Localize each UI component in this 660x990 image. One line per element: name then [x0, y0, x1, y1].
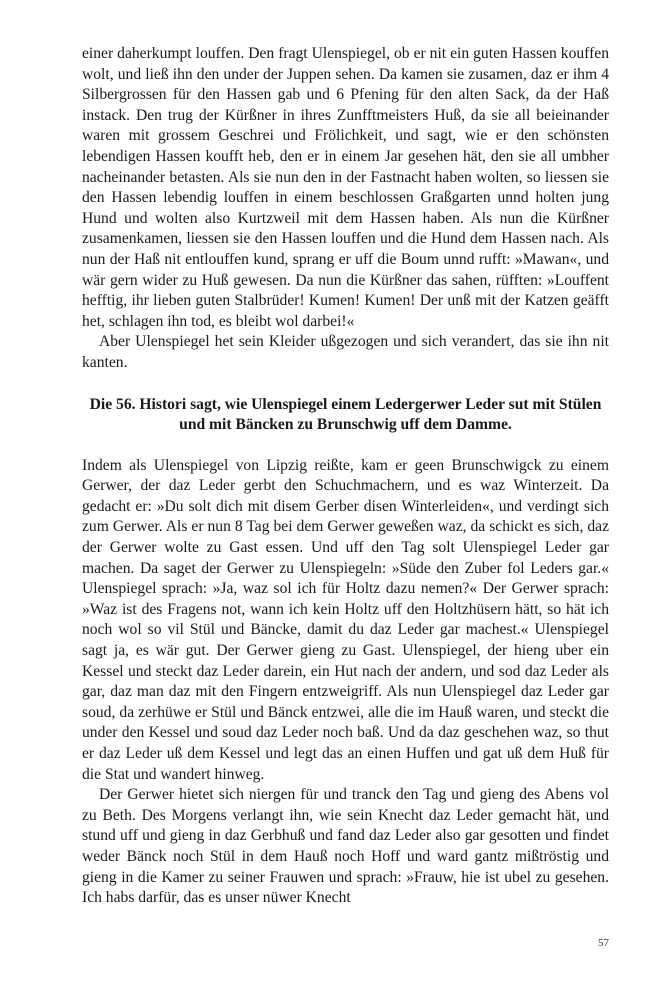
page-number: 57	[598, 937, 609, 949]
body-paragraph: einer daherkumpt louffen. Den fragt Ulenspiegel, ob er nit ein guten Hassen kouffen wolt, und ließ ihn den under der Juppen sehen. Da kamen sie zusamen, daz er ihm 4 Silbergrossen für den Hassen gab und 6 Pfening für den alten Sack, da der Haß instack. Den trug der Kürßner in ihres Zunfftmeisters Huß, da sie all beieinander waren mit grossem Geschrei und Frölichkeit, und sagt, wie er den schönsten lebendigen Hassen koufft heb, den er in einem Jar gesehen hät, den sie all umbher nacheinander betasten. Als sie nun den in der Fastnacht haben wolten, so liessen sie den Hassen lebendig louffen in einem beschlossen Graßgarten unnd holten jung Hund und wolten also Kurtzweil mit dem Hassen haben. Als nun die Kürßner zusamenkamen, liessen sie den Hassen louffen und die Hund dem Hassen nach. Als nun der Haß nit entlouffen kund, sprang er uff die Boum unnd rufft: »Mawan«, und wär gern wider zu Huß gewesen. Da nun die Kürßner das sahen, rüfften: »Louffent hefftig, ihr lieben guten Stalbrüder! Kumen! Kumen! Der unß mit der Katzen geäfft het, schlagen ihn tod, es bleibt wol darbei!«	[82, 45, 609, 330]
book-page	[82, 44, 609, 909]
body-paragraph: Aber Ulenspiegel het sein Kleider ußgezogen und sich verandert, das sie ihn nit kanten.	[82, 333, 609, 371]
body-paragraph: Der Gerwer hietet sich niergen für und tranck den Tag und gieng des Abens vol zu Beth. Des Morgens verlangt ihn, wie sein Knecht daz Leder gemacht hät, und stund uff und gieng in daz Gerbhuß und fand daz Leder also gar gesotten und findet weder Bänck noch Stül in dem Hauß noch Hoff und ward gantz mißtröstig und gieng in die Kamer zu seiner Frauwen und sprach: »Frauw, hie ist ubel zu gesehen. Ich habs darfür, das es unser nüwer Knecht	[82, 786, 609, 907]
body-paragraph: Indem als Ulenspiegel von Lipzig reißte, kam er geen Brunschwigck zu einem Gerwer, der daz Leder gerbt den Schuchmachern, und es waz Winterzeit. Da gedacht er: »Du solt dich mit disem Gerber disen Winterleiden«, und verdingt sich zum Gerwer. Als er nun 8 Tag bei dem Gerwer geweßen waz, da schickt es sich, daz der Gerwer wolte zu Gast essen. Und uff den Tag solt Ulenspiegel Leder gar machen. Da saget der Gerwer zu Ulenspiegeln: »Süde den Zuber fol Leders gar.« Ulenspiegel sprach: »Ja, waz sol ich für Holtz dazu nemen?« Der Gerwer sprach: »Waz ist des Fragens not, wann ich kein Holtz uff den Holtzhüsern hätt, so hät ich noch wol so vil Stül und Bäncke, damit du daz Leder gar machest.« Ulenspiegel sagt ja, es wär gut. Der Gerwer gieng zu Gast. Ulenspiegel, der hieng uber ein Kessel und steckt daz Leder darein, ein Hut nach der andern, und sod daz Leder als gar, daz man daz mit den Fingern entzweigriff. Als nun Ulenspiegel daz Leder gar soud, da zerhüwe er Stül und Bänck entzwei, alle die im Hauß waren, und steckt die under den Kessel und soud daz Leder noch baß. Und da daz geschehen waz, so thut er daz Leder uß dem Kessel und legt das an einen Huffen und gat uß dem Huß für die Stat und wandert hinweg.	[82, 456, 609, 783]
chapter-heading: Die 56. Histori sagt, wie Ulenspiegel einem Ledergerwer Leder sut mit Stülen und mit Bäncken zu Brunschwig uff dem Damme.	[89, 395, 602, 434]
